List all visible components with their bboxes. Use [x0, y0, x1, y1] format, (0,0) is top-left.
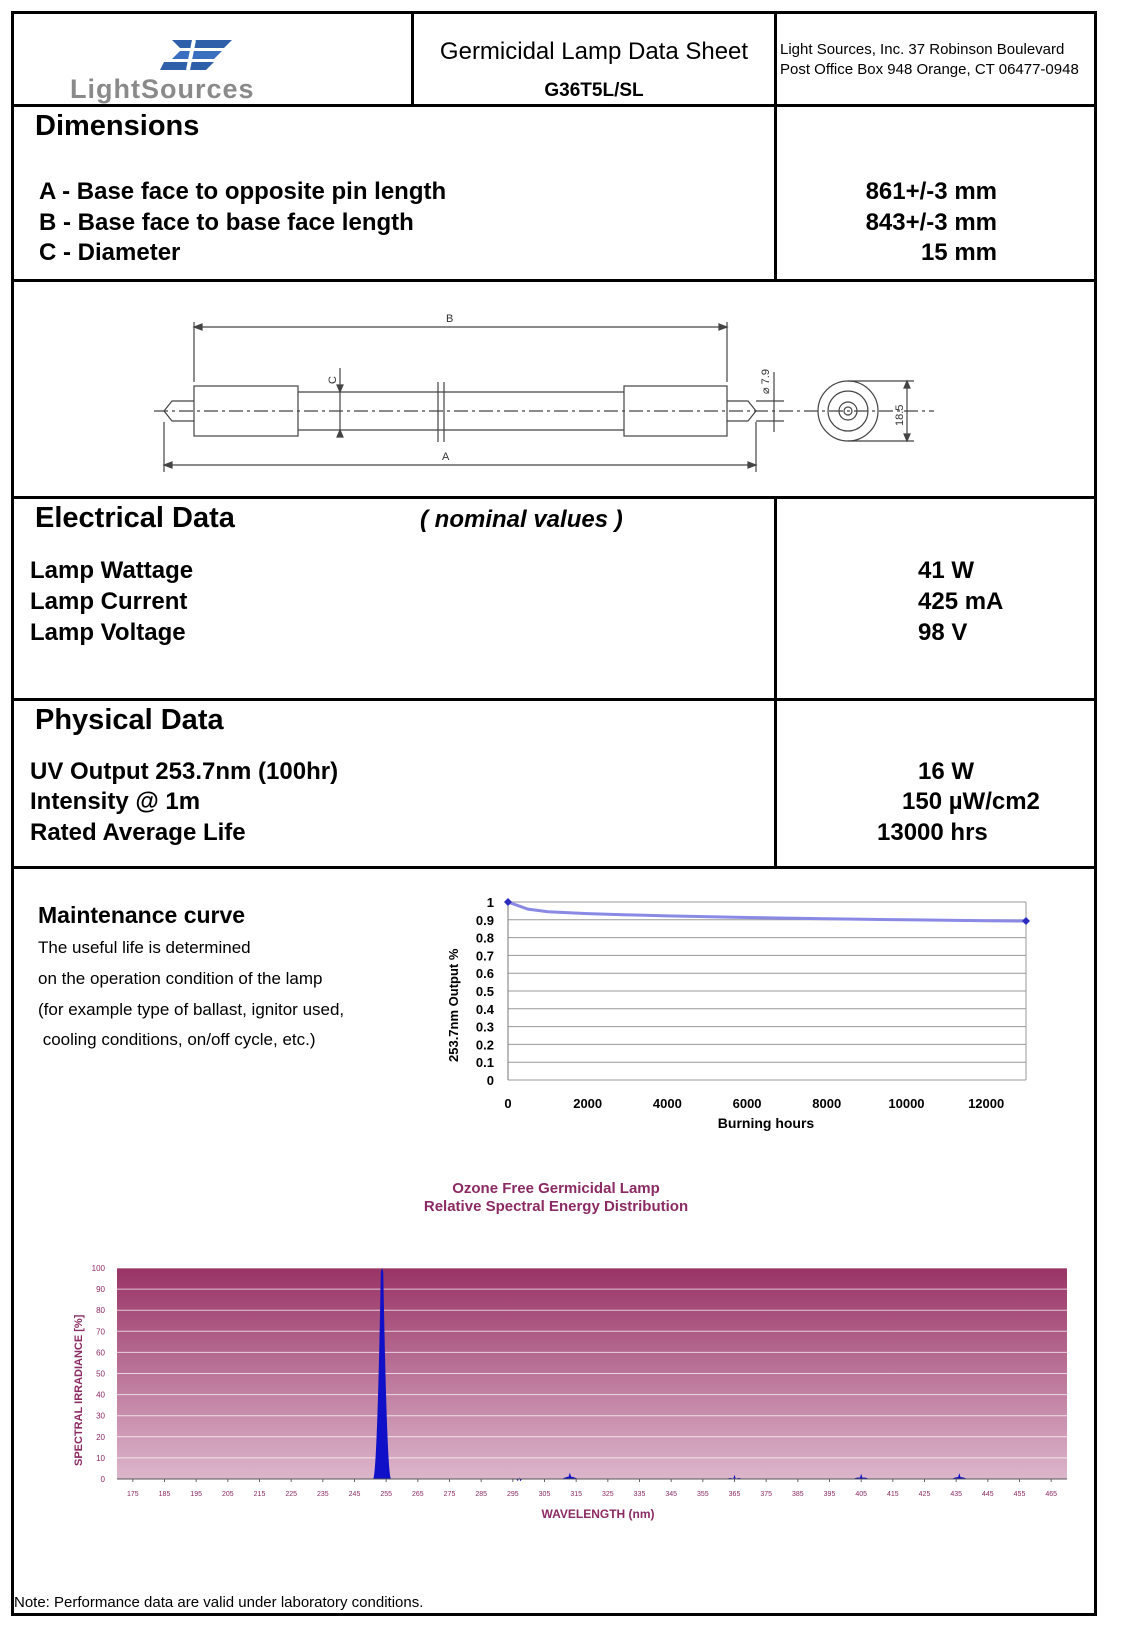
dimension-label-a: A - Base face to opposite pin length — [39, 178, 447, 205]
spectrum-x-tick: 275 — [443, 1491, 456, 1498]
spectrum-y-tick: 20 — [96, 1432, 105, 1442]
spectrum-x-tick: 465 — [1045, 1491, 1058, 1498]
electrical-value-voltage: 98 V — [918, 619, 968, 646]
drawing-label-cap: 18.5 — [894, 404, 906, 426]
spectrum-chart-xlabel: WAVELENGTH (nm) — [541, 1507, 655, 1521]
maintenance-chart-ylabel: 253.7nm Output % — [446, 948, 461, 1062]
spectrum-y-tick: 70 — [96, 1327, 105, 1337]
physical-label-intensity: Intensity @ 1m — [30, 788, 201, 815]
spectrum-x-tick: 215 — [253, 1491, 266, 1498]
spectrum-x-tick: 405 — [855, 1491, 868, 1498]
maintenance-curve-point — [504, 898, 512, 906]
spectrum-y-tick: 60 — [96, 1348, 105, 1358]
physical-label-life: Rated Average Life — [30, 819, 246, 846]
maintenance-title: Maintenance curve — [38, 902, 246, 928]
electrical-subtitle: ( nominal values ) — [420, 506, 623, 533]
maintenance-y-tick: 0.6 — [475, 966, 494, 982]
footer-note: Note: Performance data are valid under laboratory conditions. — [14, 1594, 424, 1611]
spectrum-x-tick: 345 — [665, 1491, 678, 1498]
electrical-title: Electrical Data — [35, 502, 235, 534]
spectrum-y-tick: 10 — [96, 1453, 105, 1463]
maintenance-line-2: on the operation condition of the lamp — [38, 969, 323, 988]
maintenance-x-tick: 10000 — [888, 1096, 925, 1111]
electrical-value-current: 425 mA — [918, 588, 1004, 615]
maintenance-x-tick: 6000 — [732, 1096, 762, 1111]
maintenance-x-tick: 8000 — [812, 1096, 842, 1111]
spectrum-x-tick: 245 — [348, 1491, 361, 1498]
lamp-drawing — [14, 282, 1094, 496]
maintenance-y-tick: 0.3 — [475, 1019, 494, 1035]
spectrum-y-tick: 0 — [100, 1475, 105, 1484]
spectrum-chart-subtitle: Relative Spectral Energy Distribution — [423, 1198, 689, 1215]
spectrum-chart — [60, 1258, 1080, 1528]
spectrum-y-tick: 80 — [96, 1306, 105, 1316]
drawing-label-pin: ⌀ 7.9 — [760, 369, 772, 394]
spectrum-y-tick: 30 — [96, 1411, 105, 1421]
dimension-value-a: 861+/-3 mm — [865, 178, 997, 205]
electrical-label-current: Lamp Current — [30, 588, 188, 615]
dimension-value-b: 843+/-3 mm — [865, 209, 997, 236]
spectrum-x-tick: 455 — [1013, 1491, 1026, 1498]
spectrum-x-tick: 285 — [475, 1491, 488, 1498]
spectrum-x-tick: 305 — [538, 1491, 551, 1498]
spectrum-x-tick: 205 — [221, 1491, 234, 1498]
spectrum-y-tick: 40 — [96, 1390, 105, 1400]
spectrum-chart-title: Ozone Free Germicidal Lamp — [452, 1180, 660, 1197]
maintenance-chart — [430, 880, 1050, 1140]
drawing-label-b: B — [446, 313, 454, 325]
maintenance-curve-point — [1022, 917, 1030, 925]
lightsources-logo-icon — [158, 34, 238, 76]
address-line-2: Post Office Box 948 Orange, CT 06477-0948 — [780, 61, 1079, 78]
maintenance-x-tick: 12000 — [968, 1096, 1005, 1111]
maintenance-x-tick: 2000 — [573, 1096, 603, 1111]
maintenance-y-tick: 0.2 — [475, 1037, 494, 1053]
maintenance-y-tick: 0.9 — [475, 912, 494, 928]
model-number: G36T5L/SL — [544, 80, 644, 101]
maintenance-y-tick: 0.5 — [475, 984, 494, 999]
spectrum-x-tick: 365 — [728, 1491, 741, 1498]
spectrum-x-tick: 235 — [316, 1491, 329, 1498]
spectrum-x-tick: 395 — [823, 1491, 836, 1498]
physical-title: Physical Data — [35, 704, 224, 736]
electrical-label-voltage: Lamp Voltage — [30, 619, 186, 646]
maintenance-y-tick: 0.4 — [475, 1001, 494, 1017]
header-address-cell — [774, 11, 1097, 107]
spectrum-y-tick: 100 — [91, 1264, 105, 1273]
drawing-label-c: C — [327, 376, 339, 384]
spectrum-x-tick: 225 — [285, 1491, 298, 1498]
maintenance-y-tick: 0.8 — [475, 930, 494, 946]
spectrum-chart-ylabel: SPECTRAL IRRADIANCE [%] — [73, 1314, 85, 1466]
drawing-label-a: A — [442, 451, 450, 463]
maintenance-x-tick: 4000 — [652, 1096, 682, 1111]
spectrum-x-tick: 445 — [981, 1491, 994, 1498]
maintenance-x-tick: 0 — [504, 1096, 512, 1111]
page-title: Germicidal Lamp Data Sheet — [439, 38, 749, 65]
spectrum-y-tick: 90 — [96, 1285, 105, 1295]
spectrum-x-tick: 195 — [190, 1491, 203, 1498]
maintenance-y-tick: 0.1 — [475, 1055, 494, 1071]
physical-value-life: 13000 hrs — [877, 819, 988, 846]
spectrum-y-tick: 50 — [96, 1369, 105, 1379]
spectrum-x-tick: 295 — [506, 1491, 519, 1498]
maintenance-line-3: (for example type of ballast, ignitor used, — [38, 1000, 345, 1019]
spectrum-x-tick: 415 — [886, 1491, 899, 1498]
spectrum-x-tick: 315 — [570, 1491, 583, 1498]
spectrum-x-tick: 435 — [950, 1491, 963, 1498]
dimension-label-c: C - Diameter — [39, 239, 181, 266]
electrical-label-wattage: Lamp Wattage — [30, 557, 194, 584]
physical-value-uv-output: 16 W — [918, 758, 975, 785]
maintenance-chart-xlabel: Burning hours — [717, 1115, 815, 1131]
maintenance-y-tick: 1 — [486, 895, 494, 910]
maintenance-curve-line — [508, 902, 1026, 921]
dimension-label-b: B - Base face to base face length — [39, 209, 414, 236]
spectrum-x-tick: 385 — [791, 1491, 804, 1498]
logo-text: LightSources — [70, 74, 255, 104]
maintenance-y-tick: 0 — [486, 1073, 494, 1088]
spectrum-x-tick: 425 — [918, 1491, 931, 1498]
maintenance-y-tick: 0.7 — [475, 948, 494, 964]
maintenance-line-4: cooling conditions, on/off cycle, etc.) — [38, 1030, 316, 1049]
address-line-1: Light Sources, Inc. 37 Robinson Boulevard — [780, 41, 1065, 58]
physical-value-intensity: 150 µW/cm2 — [902, 788, 1040, 815]
spectrum-x-tick: 355 — [696, 1491, 709, 1498]
maintenance-line-1: The useful life is determined — [38, 938, 251, 957]
spectrum-x-tick: 255 — [380, 1491, 393, 1498]
spectrum-x-tick: 175 — [126, 1491, 139, 1498]
dimension-value-c: 15 mm — [920, 239, 997, 266]
dimensions-title: Dimensions — [35, 110, 200, 142]
spectrum-x-tick: 265 — [411, 1491, 424, 1498]
electrical-value-wattage: 41 W — [918, 557, 975, 584]
spectrum-x-tick: 375 — [760, 1491, 773, 1498]
spectrum-x-tick: 185 — [158, 1491, 171, 1498]
spectrum-x-tick: 335 — [633, 1491, 646, 1498]
spectrum-x-tick: 325 — [601, 1491, 614, 1498]
physical-label-uv-output: UV Output 253.7nm (100hr) — [30, 758, 339, 785]
